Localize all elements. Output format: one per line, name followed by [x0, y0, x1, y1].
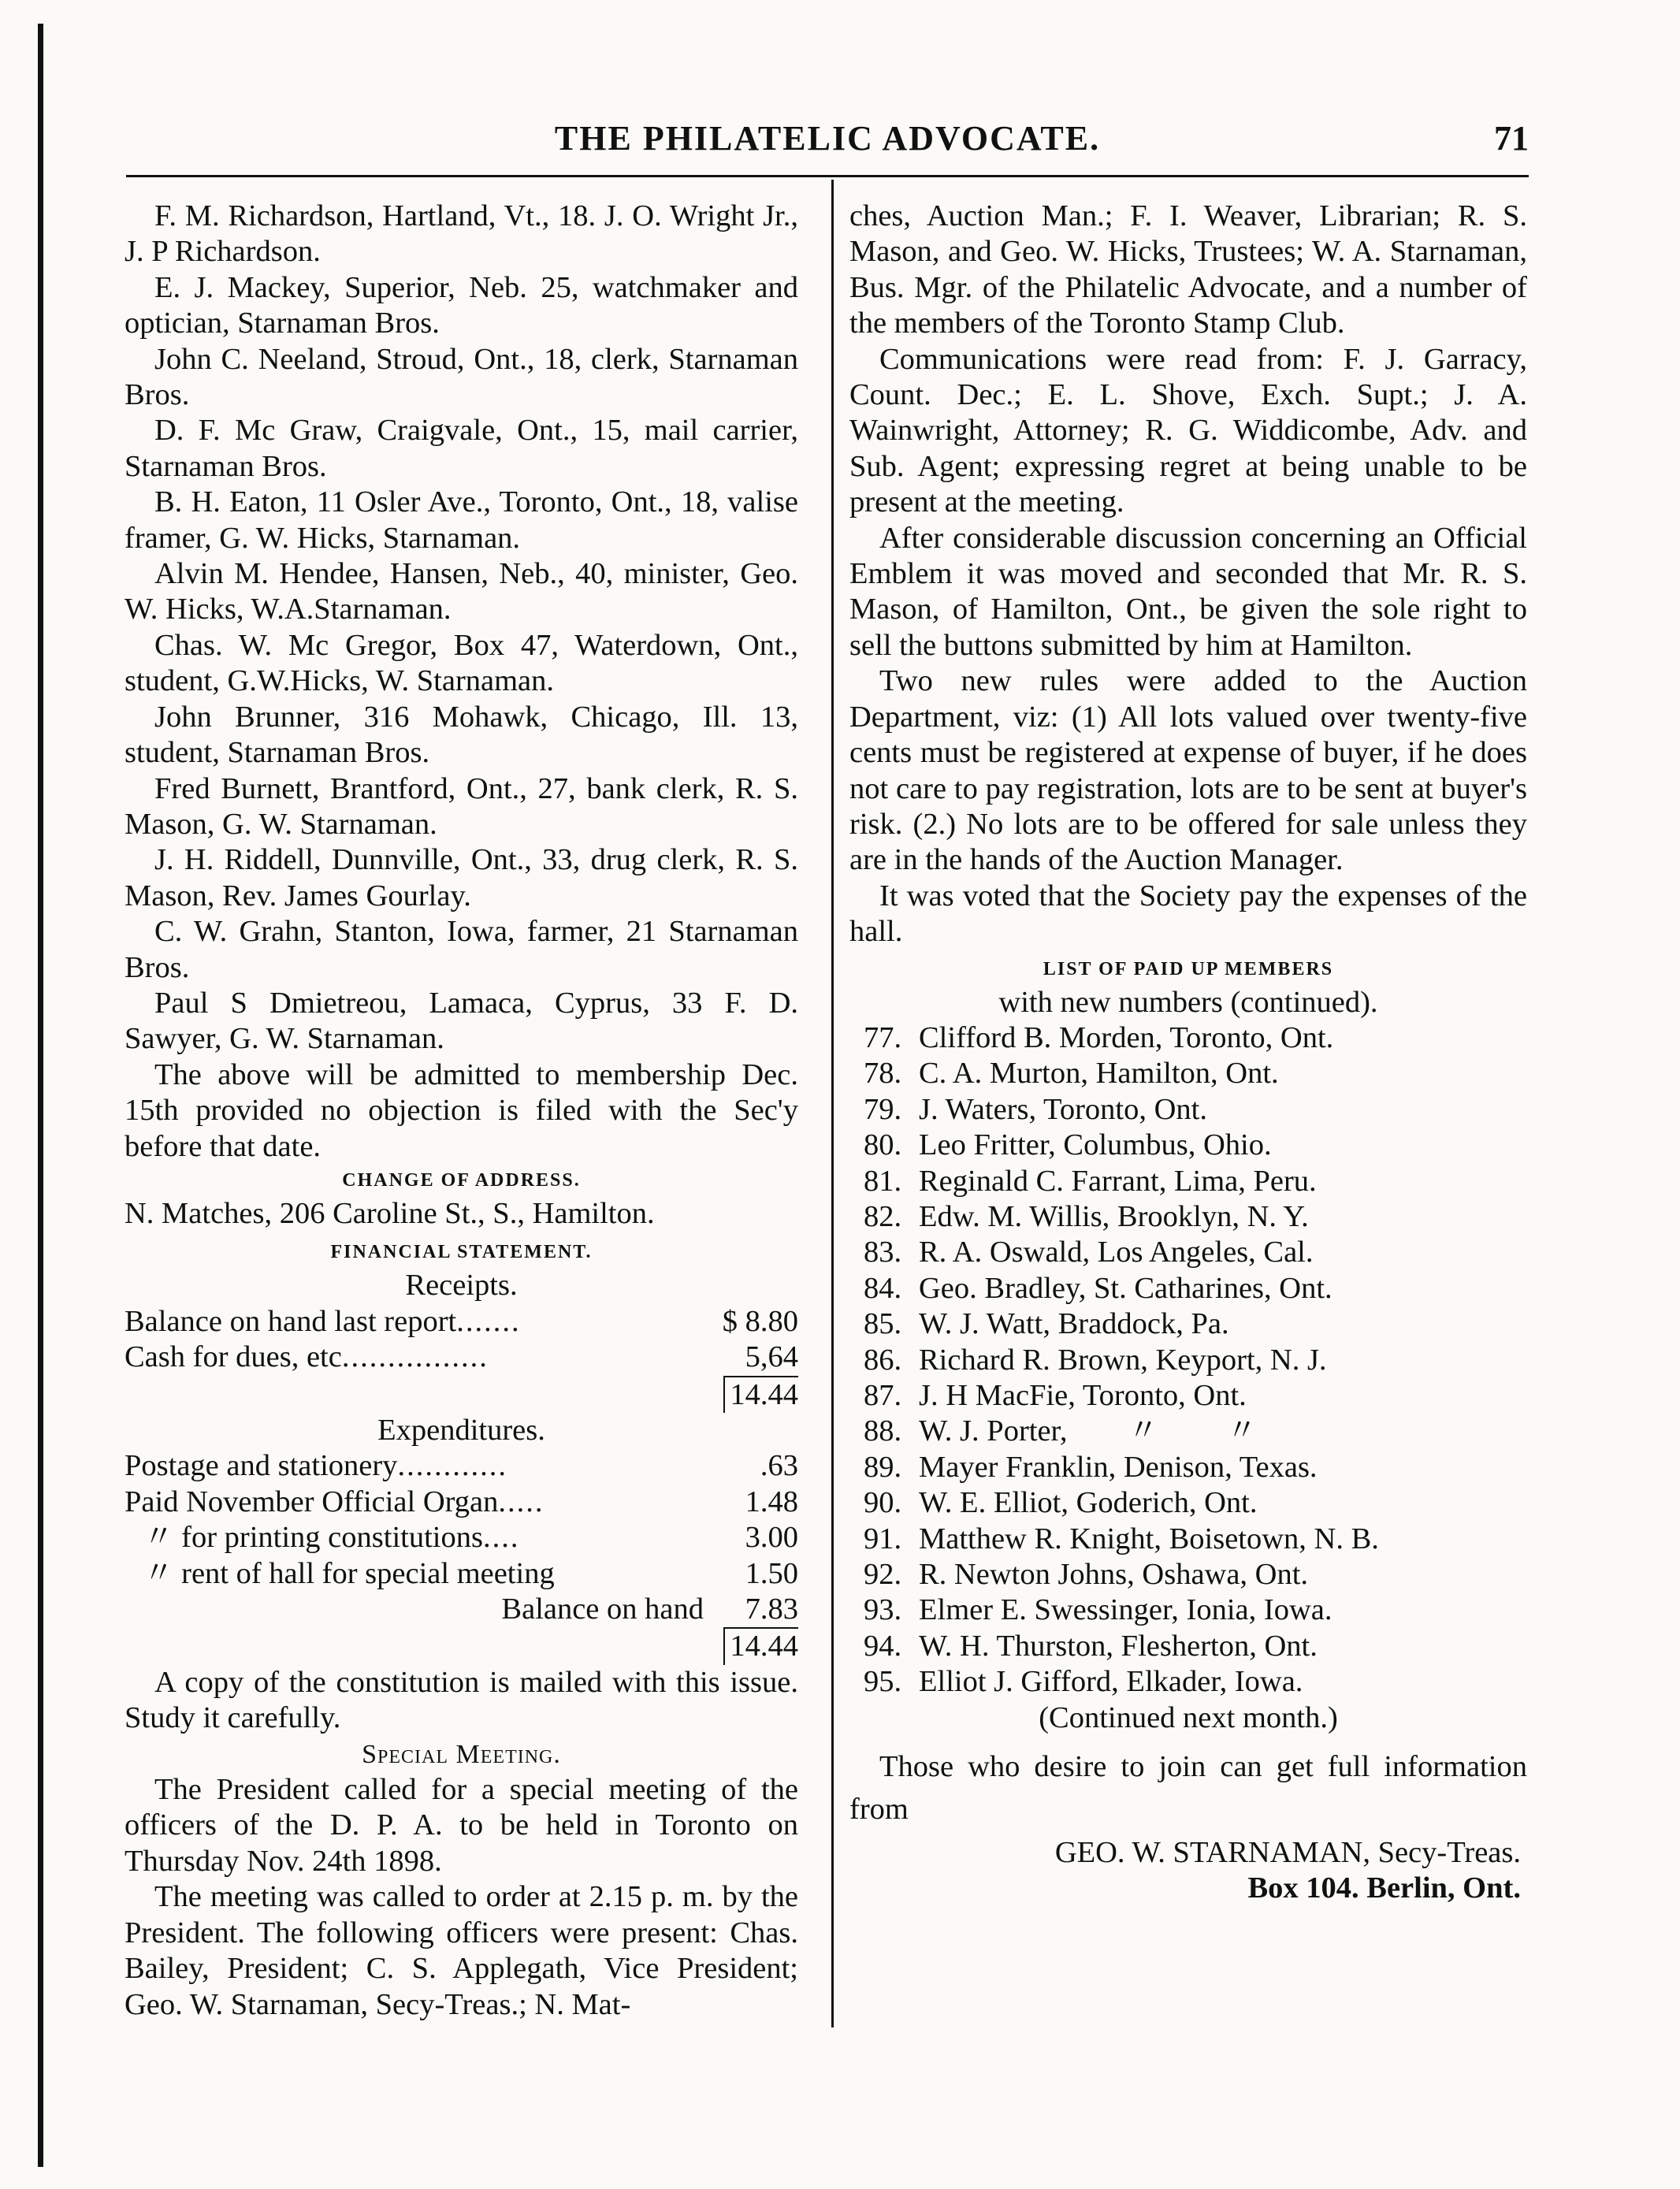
member-number: 82. [864, 1199, 902, 1233]
admission-note: The above will be admitted to membership Dec. 15th provided no objection is filed with the Sec'y before that date. [125, 1057, 798, 1163]
ledger-amount: .63 [760, 1449, 798, 1483]
member-name: Leo Fritter, Columbus, Ohio. [919, 1128, 1272, 1162]
member-name: J. Waters, Toronto, Ont. [919, 1092, 1207, 1126]
list-item [849, 1414, 1527, 1449]
ledger-row [125, 1556, 798, 1592]
ledger-row [125, 1304, 798, 1340]
members-list [849, 1020, 1527, 1700]
ledger-row [125, 1448, 798, 1484]
member-number: 91. [864, 1522, 902, 1555]
ledger-total-row [125, 1627, 798, 1664]
list-item [849, 1235, 1527, 1270]
rules-paragraph: Two new rules were added to the Auction Department, viz: (1) All lots valued over twenty-five cents must be registered at expense of buyer, if he does not care to pay registration, lots are to be sent at buyer's risk. (2.) No lots are to be offered for sale unless they are in the hands of the Auction Manager. [849, 664, 1527, 877]
list-item [849, 1485, 1527, 1521]
special-meeting-paragraph: The President called for a special meeting of the officers of the D. P. A. to be held in Toronto on Thursday Nov. 24th 1898. [125, 1773, 798, 1878]
receipts-heading: Receipts. [405, 1269, 518, 1303]
constitution-note: A copy of the constitution is mailed with this issue. Study it carefully. [125, 1665, 798, 1735]
page-margin-bar [38, 24, 43, 2167]
left-column [125, 199, 798, 2023]
member-name: R. A. Oswald, Los Angeles, Cal. [919, 1236, 1314, 1269]
ledger-amount: 3.00 [745, 1521, 798, 1555]
member-name: W. J. Porter, 〃 〃 [919, 1414, 1258, 1448]
hall-vote-paragraph: It was voted that the Society pay the expenses of the hall. [849, 879, 1527, 949]
member-name: Mayer Franklin, Denison, Texas. [919, 1450, 1318, 1484]
page-title: THE PHILATELIC ADVOCATE. [554, 119, 1101, 158]
ledger-label: Cash for dues, etc [125, 1340, 342, 1374]
expenditures-total: 14.44 [723, 1627, 798, 1664]
member-number: 86. [864, 1343, 902, 1377]
members-heading: LIST OF PAID UP MEMBERS [1043, 958, 1334, 979]
applicant-list [125, 199, 798, 1057]
member-name: J. H MacFie, Toronto, Ont. [919, 1379, 1247, 1412]
list-item [849, 1271, 1527, 1306]
applicant-entry: John Brunner, 316 Mohawk, Chicago, Ill. 13, student, Starnaman Bros. [125, 700, 798, 770]
header-rule [126, 175, 1529, 177]
ledger-label: Postage and stationery [125, 1449, 398, 1483]
member-number: 92. [864, 1558, 902, 1592]
member-name: W. J. Watt, Braddock, Pa. [919, 1307, 1229, 1341]
applicant-entry: Chas. W. Mc Gregor, Box 47, Waterdown, Ont., student, G.W.Hicks, W. Starnaman. [125, 628, 798, 698]
page-number: 71 [1494, 119, 1529, 158]
applicant-entry: E. J. Mackey, Superior, Neb. 25, watchmaker and optician, Starnaman Bros. [125, 270, 798, 340]
ledger-dots: ..... [498, 1485, 545, 1518]
list-item [849, 1629, 1527, 1664]
applicant-entry: C. W. Grahn, Stanton, Iowa, farmer, 21 Starnaman Bros. [125, 915, 798, 984]
special-meeting-heading: Special Meeting. [362, 1739, 561, 1769]
list-item [849, 1664, 1527, 1700]
ledger-label: 〃 for printing constitutions [143, 1521, 483, 1555]
list-item [849, 1164, 1527, 1199]
signature-address: Box 104. Berlin, Ont. [1247, 1871, 1521, 1905]
list-item [849, 1092, 1527, 1128]
ledger-dots: ................ [341, 1340, 489, 1374]
applicant-entry: J. H. Riddell, Dunnville, Ont., 33, drug clerk, R. S. Mason, Rev. James Gourlay. [125, 843, 798, 912]
ledger-row [125, 1592, 798, 1627]
column-divider [831, 180, 834, 2027]
communications-paragraph: Communications were read from: F. J. Garracy, Count. Dec.; E. L. Shove, Exch. Supt.; J. A. Wainwright, Attorney; R. G. Widdicombe, Adv. and Sub. Agent; expressing regret at being unable to be present at the meeting. [849, 342, 1527, 519]
applicant-entry: Paul S Dmietreou, Lamaca, Cyprus, 33 F. D. Sawyer, G. W. Starnaman. [125, 986, 798, 1056]
member-name: W. H. Thurston, Flesherton, Ont. [919, 1629, 1318, 1663]
list-item [849, 1557, 1527, 1593]
member-number: 85. [864, 1307, 902, 1341]
applicant-entry: D. F. Mc Graw, Craigvale, Ont., 15, mail carrier, Starnaman Bros. [125, 414, 798, 483]
list-item [849, 1522, 1527, 1557]
member-number: 84. [864, 1271, 902, 1305]
join-note: Those who desire to join can get full information from [849, 1750, 1527, 1827]
member-number: 88. [864, 1414, 902, 1448]
member-number: 81. [864, 1164, 902, 1198]
right-column [849, 199, 1527, 1907]
financial-statement-heading: FINANCIAL STATEMENT. [330, 1242, 593, 1263]
members-subheading: with new numbers (continued). [998, 985, 1378, 1019]
ledger-amount: $ 8.80 [722, 1304, 798, 1338]
applicant-entry: Alvin M. Hendee, Hansen, Neb., 40, minister, Geo. W. Hicks, W.A.Starnaman. [125, 557, 798, 626]
member-number: 95. [864, 1665, 902, 1699]
member-name: R. Newton Johns, Oshawa, Ont. [919, 1558, 1309, 1592]
member-number: 79. [864, 1092, 902, 1126]
applicant-entry: Fred Burnett, Brantford, Ont., 27, bank clerk, R. S. Mason, G. W. Starnaman. [125, 771, 798, 841]
member-number: 90. [864, 1486, 902, 1520]
ledger-total-row [125, 1376, 798, 1413]
member-number: 78. [864, 1057, 902, 1091]
list-item [849, 1199, 1527, 1235]
expenditures-table [125, 1448, 798, 1664]
member-number: 77. [864, 1020, 902, 1054]
applicant-entry: John C. Neeland, Stroud, Ont., 18, clerk, Starnaman Bros. [125, 342, 798, 412]
member-number: 87. [864, 1379, 902, 1412]
ledger-row [125, 1520, 798, 1555]
ledger-label: Balance on hand [501, 1593, 704, 1626]
member-number: 89. [864, 1450, 902, 1484]
list-item [849, 1593, 1527, 1628]
list-item [849, 1378, 1527, 1414]
list-item [849, 1343, 1527, 1378]
ledger-row [125, 1340, 798, 1375]
member-name: C. A. Murton, Hamilton, Ont. [919, 1057, 1279, 1091]
continued-paragraph: ches, Auction Man.; F. I. Weaver, Librarian; R. S. Mason, and Geo. W. Hicks, Trustees; W. A. Starnaman, Bus. Mgr. of the Philatelic Advocate, and a number of the members of the Toronto Stamp Club. [849, 199, 1527, 340]
ledger-amount: 5,64 [745, 1340, 798, 1374]
signature-name: GEO. W. STARNAMAN, Secy-Treas. [1054, 1836, 1521, 1870]
ledger-amount: 1.50 [745, 1556, 798, 1590]
ledger-dots: .... [482, 1521, 520, 1555]
member-name: W. E. Elliot, Goderich, Ont. [919, 1486, 1258, 1520]
list-item [849, 1450, 1527, 1485]
ledger-amount: 1.48 [745, 1485, 798, 1518]
special-meeting-paragraph: The meeting was called to order at 2.15 p. m. by the President. The following officers were present: Chas. Bailey, President; C. S. Applegath, Vice President; Geo. W. Starnaman, Secy-Treas.; N. Mat- [125, 1880, 798, 2021]
receipts-table [125, 1304, 798, 1413]
member-name: Matthew R. Knight, Boisetown, N. B. [919, 1522, 1379, 1555]
member-number: 93. [864, 1593, 902, 1627]
ledger-label: Paid November Official Organ [125, 1485, 499, 1518]
continued-note: (Continued next month.) [1039, 1700, 1338, 1734]
ledger-row [125, 1485, 798, 1520]
applicant-entry: B. H. Eaton, 11 Osler Ave., Toronto, Ont., 18, valise framer, G. W. Hicks, Starnaman. [125, 485, 798, 555]
member-name: Edw. M. Willis, Brooklyn, N. Y. [919, 1199, 1309, 1233]
member-number: 94. [864, 1629, 902, 1663]
ledger-dots: ............ [397, 1449, 507, 1483]
member-name: Reginald C. Farrant, Lima, Peru. [919, 1164, 1317, 1198]
expenditures-heading: Expenditures. [377, 1414, 545, 1447]
ledger-amount: 7.83 [745, 1593, 798, 1626]
change-of-address-heading: CHANGE OF ADDRESS. [342, 1169, 581, 1191]
change-of-address: N. Matches, 206 Caroline St., S., Hamilton. [125, 1196, 655, 1230]
member-name: Clifford B. Morden, Toronto, Ont. [919, 1020, 1334, 1054]
list-item [849, 1306, 1527, 1342]
ledger-label: Balance on hand last report [125, 1304, 457, 1338]
page-header [126, 118, 1529, 165]
ledger-label: 〃 rent of hall for special meeting [143, 1556, 555, 1590]
emblem-paragraph: After considerable discussion concerning an Official Emblem it was moved and seconded that Mr. R. S. Mason, of Hamilton, Ont., be given the sole right to sell the buttons submitted by him at Hamilton. [849, 521, 1527, 662]
member-name: Elliot J. Gifford, Elkader, Iowa. [919, 1665, 1303, 1699]
list-item [849, 1056, 1527, 1091]
list-item [849, 1128, 1527, 1163]
member-name: Elmer E. Swessinger, Ionia, Iowa. [919, 1593, 1332, 1627]
member-number: 80. [864, 1128, 902, 1162]
member-name: Geo. Bradley, St. Catharines, Ont. [919, 1271, 1332, 1305]
member-name: Richard R. Brown, Keyport, N. J. [919, 1343, 1327, 1377]
ledger-dots: ....... [456, 1304, 521, 1338]
list-item [849, 1020, 1527, 1056]
receipts-total: 14.44 [723, 1376, 798, 1413]
member-number: 83. [864, 1236, 902, 1269]
applicant-entry: F. M. Richardson, Hartland, Vt., 18. J. O. Wright Jr., J. P Richardson. [125, 199, 798, 269]
